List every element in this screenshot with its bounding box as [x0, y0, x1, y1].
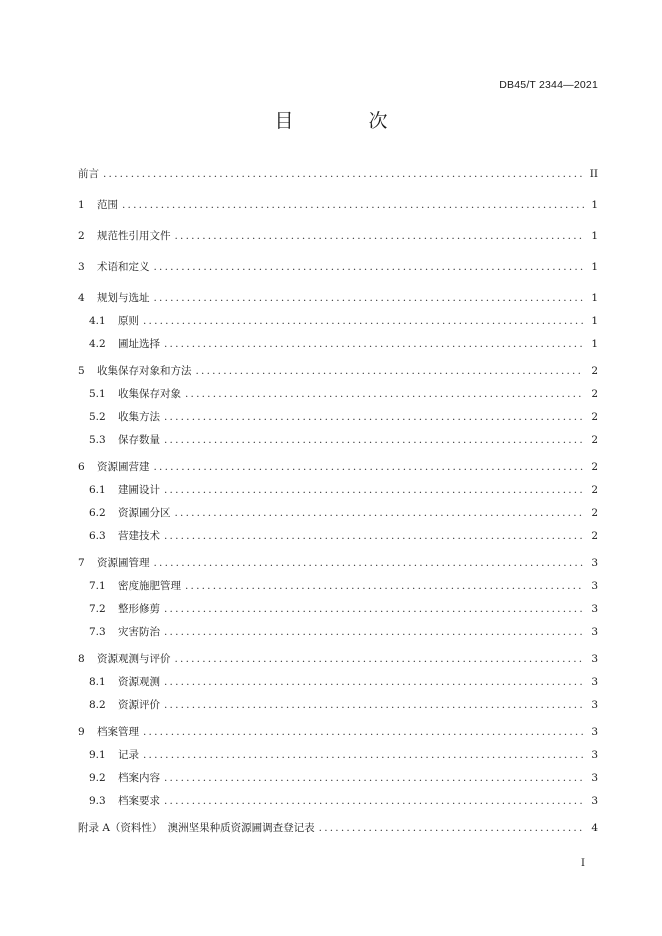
toc-entry-label: 整形修剪 — [118, 603, 160, 615]
toc-entry[interactable] — [78, 290, 598, 305]
toc-leader-dots — [164, 772, 584, 784]
page-number: I — [581, 858, 585, 869]
toc-entry-page: 2 — [591, 461, 598, 473]
toc-entry-number: 6.1 — [89, 484, 106, 496]
toc-entry-label: 范围 — [97, 199, 118, 211]
toc-leader-dots — [319, 822, 584, 834]
toc-leader-dots — [164, 338, 584, 350]
toc-entry-number: 8.2 — [89, 699, 106, 711]
toc-entry-number: 2 — [78, 230, 85, 242]
toc-entry-number: 8 — [78, 653, 85, 665]
toc-entry[interactable] — [78, 578, 598, 593]
toc-entry-number: 6.2 — [89, 507, 106, 519]
toc-entry-label: 前言 — [78, 168, 99, 180]
toc-entry-page: 1 — [591, 261, 598, 273]
toc-entry-page: 3 — [591, 603, 598, 615]
toc-entry-number: 8.1 — [89, 676, 106, 688]
toc-leader-dots — [175, 507, 585, 519]
toc-entry-number: 9.2 — [89, 772, 106, 784]
toc-entry-label: 资源观测 — [118, 676, 160, 688]
toc-entry-label: 收集方法 — [118, 411, 160, 423]
toc-entry-number: 6.3 — [89, 530, 106, 542]
toc-entry-label: 收集保存对象和方法 — [97, 365, 192, 377]
toc-entry[interactable] — [78, 259, 598, 274]
toc-entry[interactable] — [78, 747, 598, 762]
toc-entry-page: 2 — [591, 434, 598, 446]
toc-leader-dots — [154, 261, 585, 273]
toc-entry-page: 1 — [591, 338, 598, 350]
toc-entry-number: 7.3 — [89, 626, 106, 638]
toc-entry[interactable] — [78, 724, 598, 739]
toc-entry-label: 档案管理 — [97, 726, 139, 738]
toc-entry-page: 2 — [591, 530, 598, 542]
toc-entry-number: 4.2 — [89, 338, 106, 350]
toc-entry-number: 7.1 — [89, 580, 106, 592]
toc-leader-dots — [175, 653, 585, 665]
toc-entry-page: 1 — [591, 199, 598, 211]
table-of-contents — [78, 166, 598, 835]
toc-leader-dots — [196, 365, 585, 377]
toc-leader-dots — [185, 388, 584, 400]
toc-leader-dots — [175, 230, 585, 242]
toc-entry-label: 灾害防治 — [118, 626, 160, 638]
toc-entry-page: 3 — [591, 726, 598, 738]
toc-leader-dots — [164, 411, 584, 423]
toc-entry[interactable] — [78, 363, 598, 378]
toc-leader-dots — [164, 676, 584, 688]
toc-entry-label: 资源评价 — [118, 699, 160, 711]
toc-entry-number: 3 — [78, 261, 85, 273]
toc-entry[interactable] — [78, 432, 598, 447]
page-title: 目 次 — [274, 110, 416, 132]
toc-entry[interactable] — [78, 820, 598, 835]
toc-entry[interactable] — [78, 166, 598, 181]
toc-entry-page: 3 — [591, 676, 598, 688]
toc-entry-page: 2 — [591, 388, 598, 400]
toc-entry-number: 5.2 — [89, 411, 106, 423]
toc-entry-page: 1 — [591, 292, 598, 304]
toc-entry-label: 密度施肥管理 — [118, 580, 181, 592]
toc-leader-dots — [154, 292, 585, 304]
toc-leader-dots — [143, 749, 584, 761]
toc-entry-number: 5.3 — [89, 434, 106, 446]
toc-entry-label: 建圃设计 — [118, 484, 160, 496]
toc-leader-dots — [164, 626, 584, 638]
toc-leader-dots — [164, 434, 584, 446]
toc-entry-page: 3 — [591, 795, 598, 807]
toc-entry[interactable] — [78, 674, 598, 689]
toc-entry[interactable] — [78, 228, 598, 243]
toc-entry-number: 5.1 — [89, 388, 106, 400]
toc-entry-page: 2 — [591, 411, 598, 423]
toc-entry-label: 资源圃分区 — [118, 507, 171, 519]
toc-entry-label: 原则 — [118, 315, 139, 327]
toc-entry-number: 9 — [78, 726, 85, 738]
toc-entry-number: 9.1 — [89, 749, 106, 761]
toc-entry[interactable] — [78, 697, 598, 712]
toc-leader-dots — [143, 315, 584, 327]
toc-entry-page: 3 — [591, 580, 598, 592]
toc-entry-page: 3 — [591, 653, 598, 665]
toc-entry-page: 3 — [591, 699, 598, 711]
toc-entry-page: 2 — [591, 365, 598, 377]
document-code: DB45/T 2344—2021 — [499, 79, 598, 91]
toc-entry-number: 4 — [78, 292, 85, 304]
toc-entry[interactable] — [78, 482, 598, 497]
toc-entry-label: 附录 A（资料性） 澳洲坚果种质资源圃调查登记表 — [78, 822, 315, 834]
toc-entry-number: 7.2 — [89, 603, 106, 615]
toc-entry-label: 圃址选择 — [118, 338, 160, 350]
toc-leader-dots — [164, 603, 584, 615]
toc-entry-label: 档案内容 — [118, 772, 160, 784]
toc-leader-dots — [154, 461, 585, 473]
toc-entry-label: 资源观测与评价 — [97, 653, 171, 665]
toc-leader-dots — [143, 726, 584, 738]
toc-entry-number: 5 — [78, 365, 85, 377]
toc-entry-page: 1 — [591, 230, 598, 242]
toc-entry-page: 2 — [591, 507, 598, 519]
toc-entry[interactable] — [78, 651, 598, 666]
toc-entry-page: 2 — [591, 484, 598, 496]
toc-entry[interactable] — [78, 313, 598, 328]
toc-entry-number: 9.3 — [89, 795, 106, 807]
toc-leader-dots — [164, 484, 584, 496]
toc-entry[interactable] — [78, 197, 598, 212]
toc-entry-label: 规划与选址 — [97, 292, 150, 304]
toc-entry-page: 3 — [591, 772, 598, 784]
toc-leader-dots — [164, 530, 584, 542]
toc-entry[interactable] — [78, 336, 598, 351]
toc-entry[interactable] — [78, 624, 598, 639]
toc-leader-dots — [122, 199, 584, 211]
toc-entry[interactable] — [78, 601, 598, 616]
toc-entry-label: 保存数量 — [118, 434, 160, 446]
toc-entry[interactable] — [78, 555, 598, 570]
toc-entry-number: 4.1 — [89, 315, 106, 327]
toc-entry-page: 1 — [591, 315, 598, 327]
toc-leader-dots — [154, 557, 585, 569]
toc-entry-label: 资源圃管理 — [97, 557, 150, 569]
toc-entry-label: 档案要求 — [118, 795, 160, 807]
toc-entry-label: 营建技术 — [118, 530, 160, 542]
toc-entry[interactable] — [78, 459, 598, 474]
toc-entry-page: 3 — [591, 557, 598, 569]
toc-entry[interactable] — [78, 409, 598, 424]
toc-entry-page: 3 — [591, 749, 598, 761]
toc-entry-number: 7 — [78, 557, 85, 569]
toc-entry[interactable] — [78, 386, 598, 401]
toc-entry[interactable] — [78, 505, 598, 520]
toc-entry-page: 4 — [591, 822, 598, 834]
toc-entry[interactable] — [78, 528, 598, 543]
toc-entry-label: 记录 — [118, 749, 139, 761]
toc-entry-page: II — [589, 168, 598, 180]
toc-entry-label: 资源圃营建 — [97, 461, 150, 473]
toc-entry[interactable] — [78, 793, 598, 808]
toc-entry-label: 收集保存对象 — [118, 388, 181, 400]
toc-leader-dots — [164, 699, 584, 711]
toc-leader-dots — [185, 580, 584, 592]
toc-entry-label: 术语和定义 — [97, 261, 150, 273]
toc-entry-page: 3 — [591, 626, 598, 638]
toc-entry-number: 1 — [78, 199, 85, 211]
toc-leader-dots — [164, 795, 584, 807]
toc-entry[interactable] — [78, 770, 598, 785]
toc-entry-number: 6 — [78, 461, 85, 473]
toc-entry-label: 规范性引用文件 — [97, 230, 171, 242]
toc-leader-dots — [103, 168, 584, 180]
